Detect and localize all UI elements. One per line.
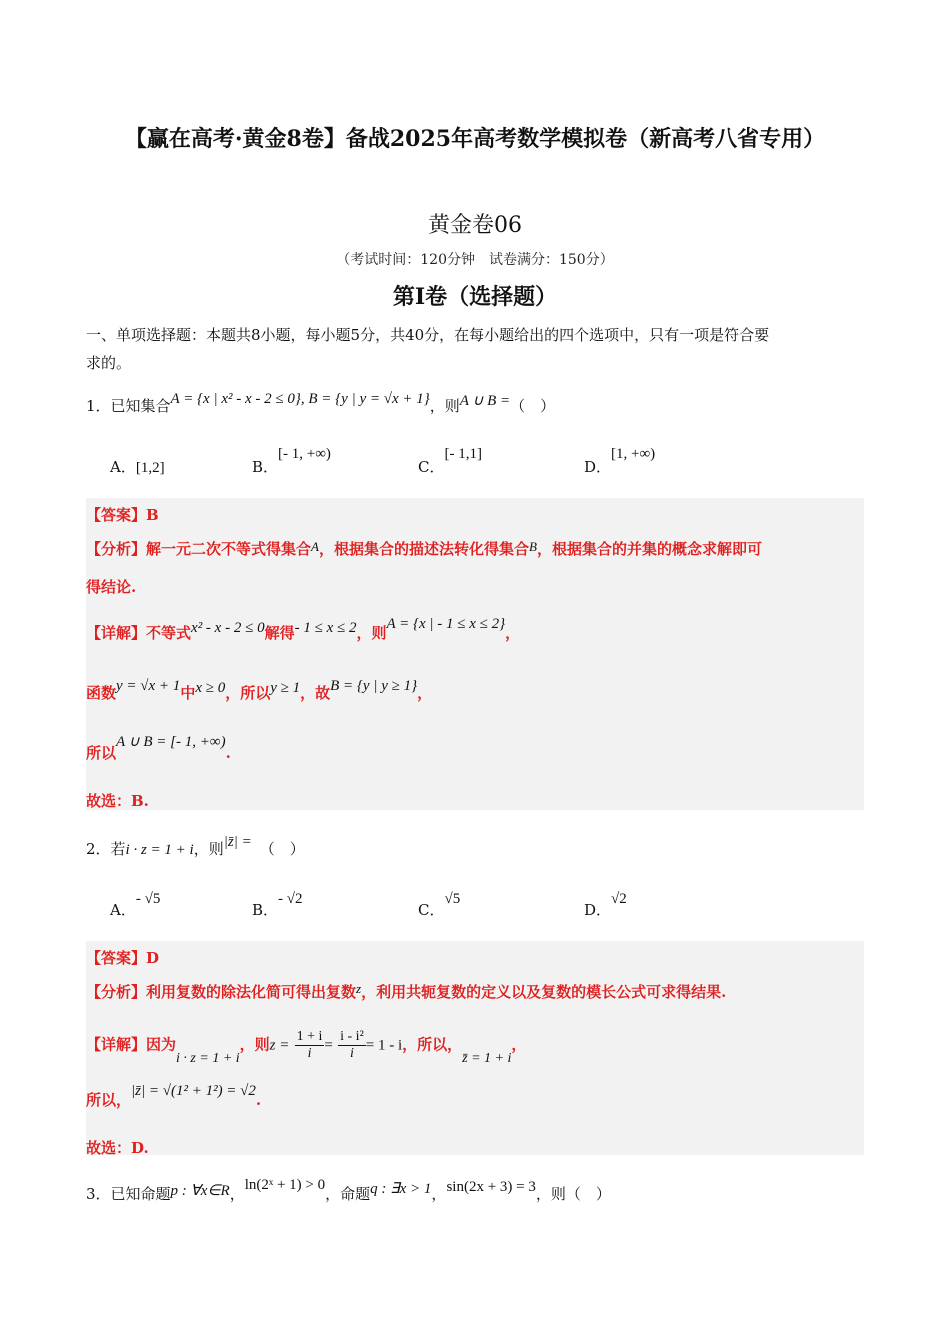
q1-option-d-label: D． xyxy=(584,458,612,476)
detail-text: . xyxy=(225,744,231,762)
q2-stem xyxy=(86,834,305,859)
fraction-denominator: i xyxy=(307,1046,312,1061)
q2-option-a-label: A． xyxy=(110,901,136,919)
q1-option-b[interactable] xyxy=(252,446,331,477)
q3-comma: ， xyxy=(229,1185,245,1203)
detail-text: 中 xyxy=(180,684,196,702)
q3-q-expression: sin(2x + 3) = 3 xyxy=(446,1179,536,1195)
q1-option-c[interactable] xyxy=(418,446,482,477)
q3-prefix: 3．已知命题 xyxy=(86,1185,171,1203)
answer-label: 【答案】 xyxy=(86,506,147,524)
detail-text: 所以 xyxy=(86,744,117,762)
q3-proposition-p: p : ∀x∈R xyxy=(170,1183,230,1199)
q1-mid: ，则 xyxy=(429,397,460,415)
q2-option-c-label: C． xyxy=(418,901,445,919)
fraction-1 xyxy=(295,1029,325,1062)
detail-text: ，所以， xyxy=(402,1035,463,1054)
detail-text: 所以， xyxy=(86,1091,132,1109)
detail-text: 因为 xyxy=(146,1035,177,1054)
q1-option-c-value: [- 1,1] xyxy=(444,446,482,462)
q2-option-c-value: √5 xyxy=(444,891,461,907)
detail-math: A = {x | - 1 ≤ x ≤ 2} xyxy=(386,616,506,632)
answer-value: B xyxy=(146,506,159,524)
detail-text: 解得 xyxy=(264,624,295,642)
detail-math: z̄ = 1 + i xyxy=(462,1050,512,1066)
analysis-text: 解一元二次不等式得集合 xyxy=(146,540,312,558)
detail-label: 【详解】 xyxy=(86,1035,147,1054)
detail-text: 不等式 xyxy=(146,624,192,642)
q1-detail-line3 xyxy=(86,734,231,763)
paper-title: 【赢在高考·黄金8卷】备战2025年高考数学模拟卷（新高考八省专用） xyxy=(124,126,826,152)
analysis-var-a: A xyxy=(311,539,319,554)
analysis-var-b: B xyxy=(529,539,537,554)
detail-text: . xyxy=(255,1091,262,1109)
analysis-label: 【分析】 xyxy=(86,983,147,1001)
q1-option-b-label: B． xyxy=(252,458,279,476)
detail-text: ， xyxy=(505,624,521,642)
q3-comma: ， xyxy=(431,1185,447,1203)
fraction-2 xyxy=(338,1029,366,1062)
section-title: 第I卷（选择题） xyxy=(392,284,558,310)
analysis-text: ，根据集合的描述法转化得集合 xyxy=(318,540,529,558)
q2-option-c[interactable] xyxy=(418,891,461,920)
detail-label: 【详解】 xyxy=(86,624,147,642)
detail-text: ，所以 xyxy=(225,684,271,702)
analysis-var-z: z xyxy=(356,981,362,996)
q3-end: ，则（ ） xyxy=(535,1185,611,1203)
q1-option-d[interactable] xyxy=(584,446,656,477)
detail-math: x² - x - 2 ≤ 0 xyxy=(191,620,265,636)
q2-mid: ，则 xyxy=(193,840,224,858)
detail-math: i · z = 1 + i xyxy=(176,1050,240,1066)
q1-prefix: 1．已知集合 xyxy=(86,397,171,415)
analysis-text: ，利用共轭复数的定义以及复数的模长公式可求得结果. xyxy=(361,983,727,1001)
fraction-denominator: i xyxy=(350,1046,354,1061)
answer-label: 【答案】 xyxy=(86,949,147,967)
analysis-text: ，根据集合的并集的概念求解即可 xyxy=(536,540,762,558)
q2-prefix: 2．若 xyxy=(86,840,126,858)
q3-mid: ，命题 xyxy=(325,1185,371,1203)
q1-solution-box xyxy=(86,498,864,810)
q2-target: |z̄| = xyxy=(223,834,252,850)
detail-text: ， xyxy=(417,684,433,702)
analysis-text: 利用复数的除法化简可得出复数 xyxy=(146,983,357,1001)
q1-choose: 故选：B. xyxy=(86,792,149,810)
detail-text: 函数 xyxy=(86,684,117,702)
q3-stem xyxy=(86,1177,611,1204)
q1-answer xyxy=(86,504,159,525)
q2-solution-box xyxy=(86,941,864,1155)
q2-option-d[interactable] xyxy=(584,891,627,920)
detail-math: A ∪ B = [- 1, +∞) xyxy=(116,734,226,750)
fraction-numerator: 1 + i xyxy=(296,1029,323,1044)
q2-option-d-value: √2 xyxy=(611,891,627,907)
q1-set-b: , B = {y | y = √x + 1} xyxy=(300,391,430,407)
q1-option-d-value: [1, +∞) xyxy=(611,446,656,462)
detail-text: ，则 xyxy=(239,1035,270,1054)
q2-analysis xyxy=(86,981,726,1002)
q2-choose: 故选：D. xyxy=(86,1139,149,1157)
q1-option-b-value: [- 1, +∞) xyxy=(278,446,331,462)
fraction-numerator: i - i² xyxy=(340,1029,364,1044)
exam-info: （考试时间：120分钟 试卷满分：150分） xyxy=(336,252,614,268)
detail-math: y = √x + 1 xyxy=(116,678,181,694)
q1-option-c-label: C． xyxy=(418,458,445,476)
q1-analysis xyxy=(86,538,762,559)
q2-option-b[interactable] xyxy=(252,891,303,920)
detail-math: |z̄| = √(1² + 1²) = √2 xyxy=(131,1083,256,1099)
detail-math: y ≥ 1 xyxy=(270,680,301,696)
q1-stem xyxy=(86,391,556,416)
q2-paren: （ ） xyxy=(259,840,305,858)
detail-math: x ≥ 0 xyxy=(195,680,226,696)
q1-detail-line1 xyxy=(86,616,521,643)
q1-set-a: A = {x | x² - x - 2 ≤ 0} xyxy=(170,391,301,407)
q1-target: A ∪ B = xyxy=(459,393,511,409)
q3-proposition-q: q : ∃x > 1 xyxy=(370,1181,432,1197)
q2-equation: i · z = 1 + i xyxy=(125,842,194,858)
instructions-line1: 一、单项选择题：本题共8小题，每小题5分，共40分，在每小题给出的四个选项中，只有一项是符合要 xyxy=(86,326,770,344)
q2-option-a-value: - √5 xyxy=(135,891,161,907)
q1-analysis-cont: 得结论. xyxy=(86,578,137,596)
q2-detail-line1: 【详解】因为i · z = 1 + i，则z = $\frac{1 + i}{i}$ = $\frac{\text{i - i²}}{i}$ = 1 - i，所以，z̄ = 1 + i， xyxy=(86,1029,527,1066)
q2-detail-line2 xyxy=(86,1083,262,1110)
detail-math: = 1 - i xyxy=(365,1037,403,1054)
q3-p-expression: ln(2ˣ + 1) > 0 xyxy=(244,1177,326,1193)
paper-subtitle: 黄金卷06 xyxy=(428,213,522,238)
q1-option-a-value: [1,2] xyxy=(135,460,165,476)
instructions-line2: 求的。 xyxy=(86,354,132,372)
q2-option-b-value: - √2 xyxy=(278,891,303,907)
detail-math: B = {y | y ≥ 1} xyxy=(330,678,418,694)
q1-option-a-label: A． xyxy=(110,458,136,476)
q1-paren: （ ） xyxy=(510,397,556,415)
detail-text: ， xyxy=(511,1035,527,1054)
q2-option-a[interactable] xyxy=(110,891,161,920)
detail-text: ，故 xyxy=(300,684,331,702)
q2-option-b-label: B． xyxy=(252,901,279,919)
q1-detail-line2 xyxy=(86,678,433,703)
q1-option-a[interactable] xyxy=(110,456,165,477)
detail-math: z = xyxy=(269,1037,290,1054)
analysis-label: 【分析】 xyxy=(86,540,147,558)
q2-option-d-label: D． xyxy=(584,901,612,919)
q2-answer xyxy=(86,947,159,968)
detail-text: ，则 xyxy=(356,624,387,642)
detail-math: - 1 ≤ x ≤ 2 xyxy=(294,620,357,636)
answer-value: D xyxy=(146,949,160,967)
